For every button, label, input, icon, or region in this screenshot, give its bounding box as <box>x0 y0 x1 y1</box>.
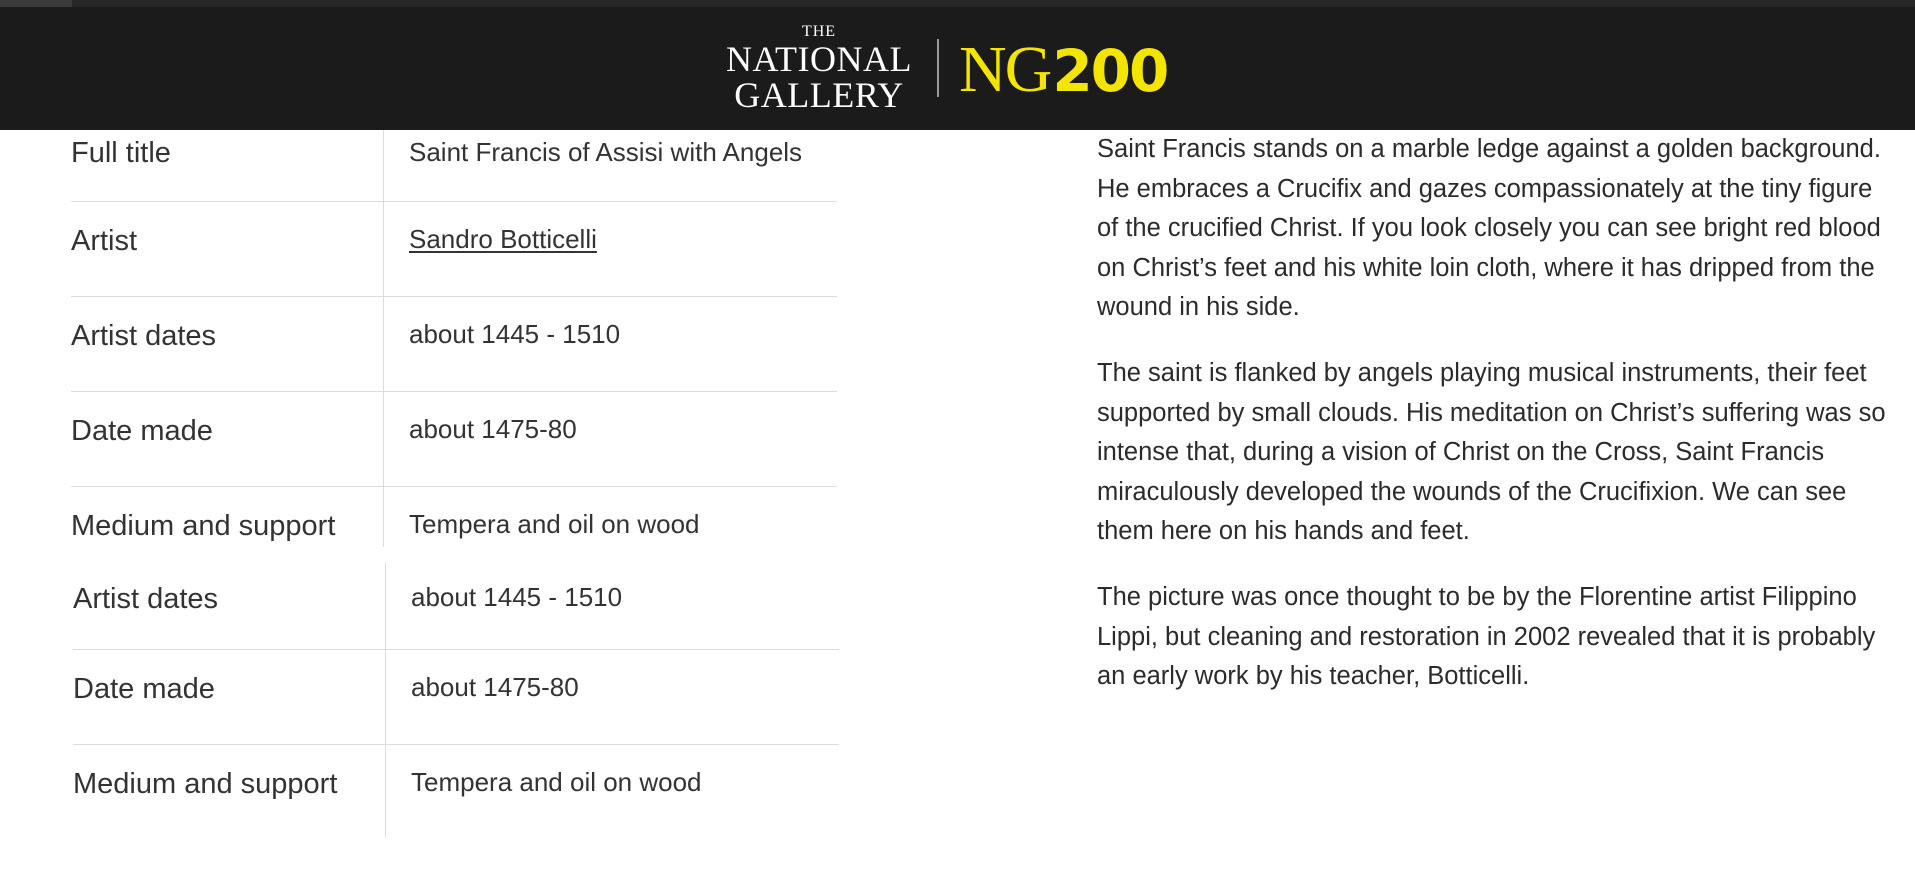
row-label: Artist dates <box>73 583 219 615</box>
column-divider <box>383 202 384 296</box>
details-row-artist-dates <box>71 297 837 392</box>
logo-gallery: GALLERY <box>734 74 904 115</box>
details-row-full-title <box>71 130 837 202</box>
row-label: Medium and support <box>71 510 336 542</box>
row-value: about 1475-80 <box>409 414 577 444</box>
column-divider <box>383 130 384 201</box>
row-value: about 1475-80 <box>411 672 579 702</box>
details-row-date-made <box>71 392 837 487</box>
column-divider <box>385 563 386 649</box>
column-divider <box>383 297 384 391</box>
row-value: Tempera and oil on wood <box>409 509 700 539</box>
row-value: Saint Francis of Assisi with Angels <box>409 137 803 167</box>
details-row-medium <box>73 745 839 837</box>
ng200-number: 200 <box>1052 37 1168 105</box>
header-top-stripe <box>0 0 72 7</box>
column-divider <box>385 745 386 837</box>
row-label: Medium and support <box>73 768 338 800</box>
row-label: Date made <box>73 673 215 705</box>
row-label: Full title <box>71 137 171 169</box>
row-label: Artist <box>71 225 138 257</box>
ng200-logo[interactable] <box>959 33 1168 106</box>
ng200-letters: NG <box>959 33 1051 106</box>
row-value: Tempera and oil on wood <box>411 767 702 797</box>
details-table-duplicate <box>73 563 839 837</box>
details-table <box>71 130 837 547</box>
column-divider <box>385 650 386 744</box>
logo-divider <box>937 39 939 97</box>
row-value: about 1445 - 1510 <box>409 319 621 349</box>
details-row-medium <box>71 487 837 547</box>
details-row-artist-dates <box>73 563 839 650</box>
details-row-date-made <box>73 650 839 745</box>
description-paragraph: Saint Francis stands on a marble ledge against a golden background. He embraces a Crucifix and gazes compassionately at the tiny figure of the crucified Christ. If you look closely you can see bright red blood on Christ’s feet and his white loin cloth, where it has dripped from the wound in his side. <box>1097 135 1881 322</box>
artist-link[interactable]: Sandro Botticelli <box>409 224 597 254</box>
row-label: Artist dates <box>71 320 217 352</box>
description-paragraph: The saint is flanked by angels playing musical instruments, their feet supported by small clouds. His meditation on Christ’s suffering was so intense that, during a vision of Christ on the Cross, Saint Francis miraculously developed the wounds of the Crucifixion. We can see them here on his hands and feet. <box>1097 358 1886 546</box>
painting-description <box>1097 130 1887 723</box>
column-divider <box>383 392 384 486</box>
national-gallery-logo[interactable] <box>723 24 915 113</box>
description-paragraph: The picture was once thought to be by the Florentine artist Filippino Lippi, but cleaning and restoration in 2002 revealed that it is probably an early work by his teacher, Botticelli. <box>1097 582 1876 691</box>
header-logo[interactable] <box>723 22 1168 115</box>
details-row-artist <box>71 202 837 297</box>
logo-national: NATIONAL <box>726 38 912 79</box>
logo-the: THE <box>801 22 837 40</box>
column-divider <box>383 487 384 547</box>
row-value <box>409 224 597 255</box>
row-value: about 1445 - 1510 <box>411 582 623 612</box>
site-header <box>0 0 1915 130</box>
row-label: Date made <box>71 415 213 447</box>
